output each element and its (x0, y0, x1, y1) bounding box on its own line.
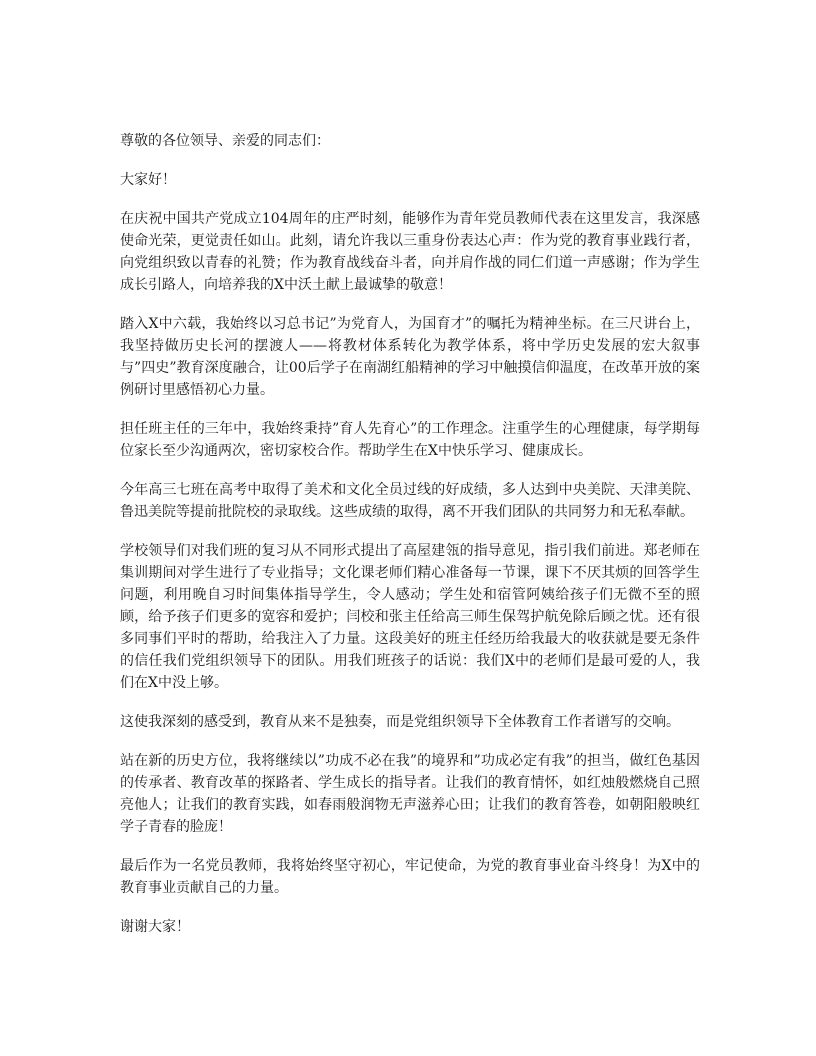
final-thanks: 谢谢大家！ (120, 919, 190, 935)
greeting: 大家好！ (120, 172, 176, 188)
paragraph-closing: 最后作为一名党员教师，我将始终坚守初心，牢记使命，为党的教育事业奋斗终身！为X中的教育事业贡献自己的力量。 (120, 858, 700, 896)
paragraph-thanks-team: 学校领导们对我们班的复习从不同形式提出了高屋建瓴的指导意见，指引我们前进。郑老师在集训期间对学生进行了专业指导；文化课老师们精心准备每一节课，课下不厌其烦的回答学生问题，利用晚自习时间集体指导学生，令人感动；学生处和宿管阿姨给孩子们无微不至的照顾，给予孩子们更多的宽容和爱护；闫校和张主任给高三师生保驾护航免除后顾之忧。还有很多同事们平时的帮助，给我注入了力量。这段美好的班主任经历给我最大的收获就是要无条件的信任我们党组织领导下的团队。用我们班孩子的话说：我们X中的老师们是最可爱的人，我们在X中没上够。 (120, 543, 700, 691)
salutation: 尊敬的各位领导、亲爱的同志们： (120, 133, 330, 149)
paragraph-class-teacher: 担任班主任的三年中，我始终秉持”育人先育心”的工作理念。注重学生的心理健康，每学期每位家长至少沟通两次，密切家校合作。帮助学生在X中快乐学习、健康成长。 (120, 421, 700, 459)
speech-body (120, 130, 700, 955)
paragraph-reflection: 这使我深刻的感受到，教育从来不是独奏，而是党组织领导下全体教育工作者谱写的交响。 (120, 714, 680, 730)
paragraph-commitment: 站在新的历史方位，我将继续以”功成不必在我”的境界和”功成必定有我”的担当，做红色基因的传承者、教育改革的探路者、学生成长的指导者。让我们的教育情怀，如红烛般燃烧自己照亮他人；让我们的教育实践，如春雨般润物无声滋养心田；让我们的教育答卷，如朝阳般映红学子青春的脸庞！ (120, 753, 700, 835)
paragraph-teaching: 踏入X中六载，我始终以习总书记”为党育人，为国育才”的嘱托为精神坐标。在三尺讲台上，我坚持做历史长河的摆渡人——将教材体系转化为教学体系，将中学历史发展的宏大叙事与”四史”教育深度融合，让00后学子在南湖红船精神的学习中触摸信仰温度，在改革开放的案例研讨里感悟初心力量。 (120, 316, 700, 398)
paragraph-results: 今年高三七班在高考中取得了美术和文化全员过线的好成绩，多人达到中央美院、天津美院、鲁迅美院等提前批院校的录取线。这些成绩的取得，离不开我们团队的共同努力和无私奉献。 (120, 482, 700, 520)
paragraph-opening: 在庆祝中国共产党成立104周年的庄严时刻，能够作为青年党员教师代表在这里发言，我深感使命光荣，更觉责任如山。此刻，请允许我以三重身份表达心声：作为党的教育事业践行者，向党组织致以青春的礼赞；作为教育战线奋斗者，向并肩作战的同仁们道一声感谢；作为学生成长引路人，向培养我的X中沃土献上最诚挚的敬意！ (120, 211, 700, 293)
